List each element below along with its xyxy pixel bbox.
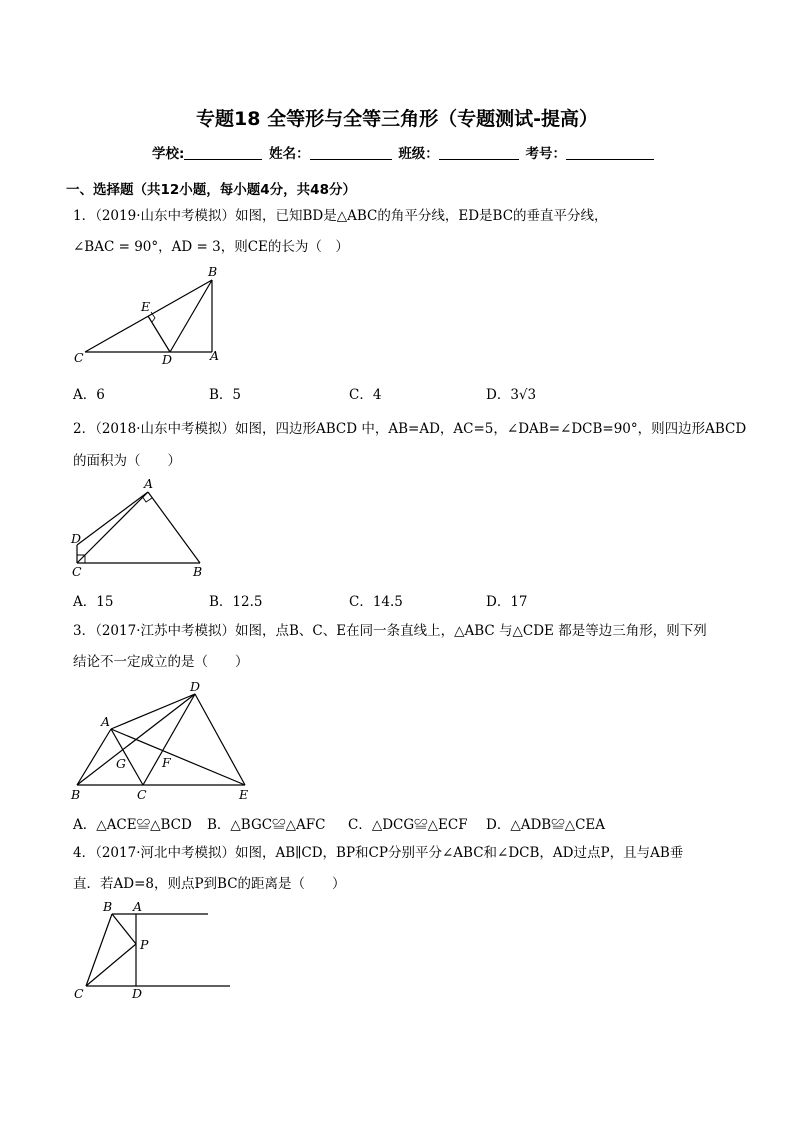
option-a[interactable]: A．6	[73, 387, 105, 403]
label-a: A	[210, 348, 220, 363]
label-d: D	[71, 531, 82, 546]
option-b[interactable]: B．12.5	[209, 594, 263, 610]
question-3-line-2: 结论不一定成立的是（ ）	[73, 654, 249, 670]
label-d: D	[162, 352, 173, 367]
question-4-line-2: 直．若AD=8，则点P到BC的距离是（ ）	[73, 876, 346, 892]
option-c[interactable]: C．△DCG≌△ECF	[348, 817, 468, 833]
section-title: 一、选择题（共12小题，每小题4分，共48分）	[66, 182, 356, 198]
option-d[interactable]: D．17	[486, 594, 528, 610]
label-e: E	[239, 787, 249, 802]
option-d[interactable]: D．△ADB≌△CEA	[486, 817, 606, 833]
name-label: 姓名：	[269, 146, 310, 162]
class-label: 班级：	[398, 146, 439, 162]
option-a[interactable]: A．△ACE≌△BCD	[73, 817, 192, 833]
question-2-line-1: 2．（2018·山东中考模拟）如图，四边形ABCD 中，AB=AD，AC=5，∠DAB=∠DCB=90°，则四边形ABCD	[73, 421, 747, 437]
question-4-line-1: 4．（2017·河北中考模拟）如图，AB∥CD，BP和CP分别平分∠ABC和∠DCB，AD过点P，且与AB垂	[73, 845, 684, 861]
label-a: A	[101, 714, 111, 729]
label-c: C	[72, 564, 82, 579]
option-d[interactable]: D．3√3	[486, 387, 537, 403]
label-f: F	[162, 755, 171, 770]
line-bp	[112, 914, 136, 944]
option-c[interactable]: C．14.5	[349, 594, 403, 610]
label-p: P	[140, 937, 149, 952]
label-a: A	[144, 476, 154, 491]
label-g: G	[116, 756, 126, 771]
question-2-line-2: 的面积为（ ）	[73, 453, 181, 469]
option-b[interactable]: B．△BGC≌△AFC	[207, 817, 326, 833]
label-c: C	[137, 787, 147, 802]
exam-no-label: 考号：	[525, 146, 567, 162]
label-b: B	[193, 564, 203, 579]
school-label: 学校:	[152, 146, 185, 162]
label-c: C	[74, 986, 84, 1001]
question-1-line-1: 1．（2019·山东中考模拟）如图，已知BD是△ABC的角平分线，ED是BC的垂直平分线，	[73, 208, 608, 224]
page-title: 专题18 全等形与全等三角形（专题测试-提高）	[196, 108, 598, 130]
label-b: B	[208, 264, 218, 279]
option-a[interactable]: A．15	[73, 594, 114, 610]
label-b: B	[71, 787, 81, 802]
label-c: C	[74, 350, 84, 365]
option-b[interactable]: B．5	[209, 387, 242, 403]
label-d: D	[190, 679, 201, 694]
question-3-line-1: 3．（2017·江苏中考模拟）如图，点B、C、E在同一条直线上，△ABC 与△CDE 都是等边三角形，则下列	[73, 623, 707, 639]
label-b: B	[103, 899, 113, 914]
question-1-line-2: ∠BAC = 90°，AD = 3，则CE的长为（ ）	[73, 239, 349, 255]
option-c[interactable]: C．4	[349, 387, 382, 403]
label-a: A	[133, 899, 143, 914]
label-e: E	[141, 299, 151, 314]
label-d: D	[132, 986, 143, 1001]
